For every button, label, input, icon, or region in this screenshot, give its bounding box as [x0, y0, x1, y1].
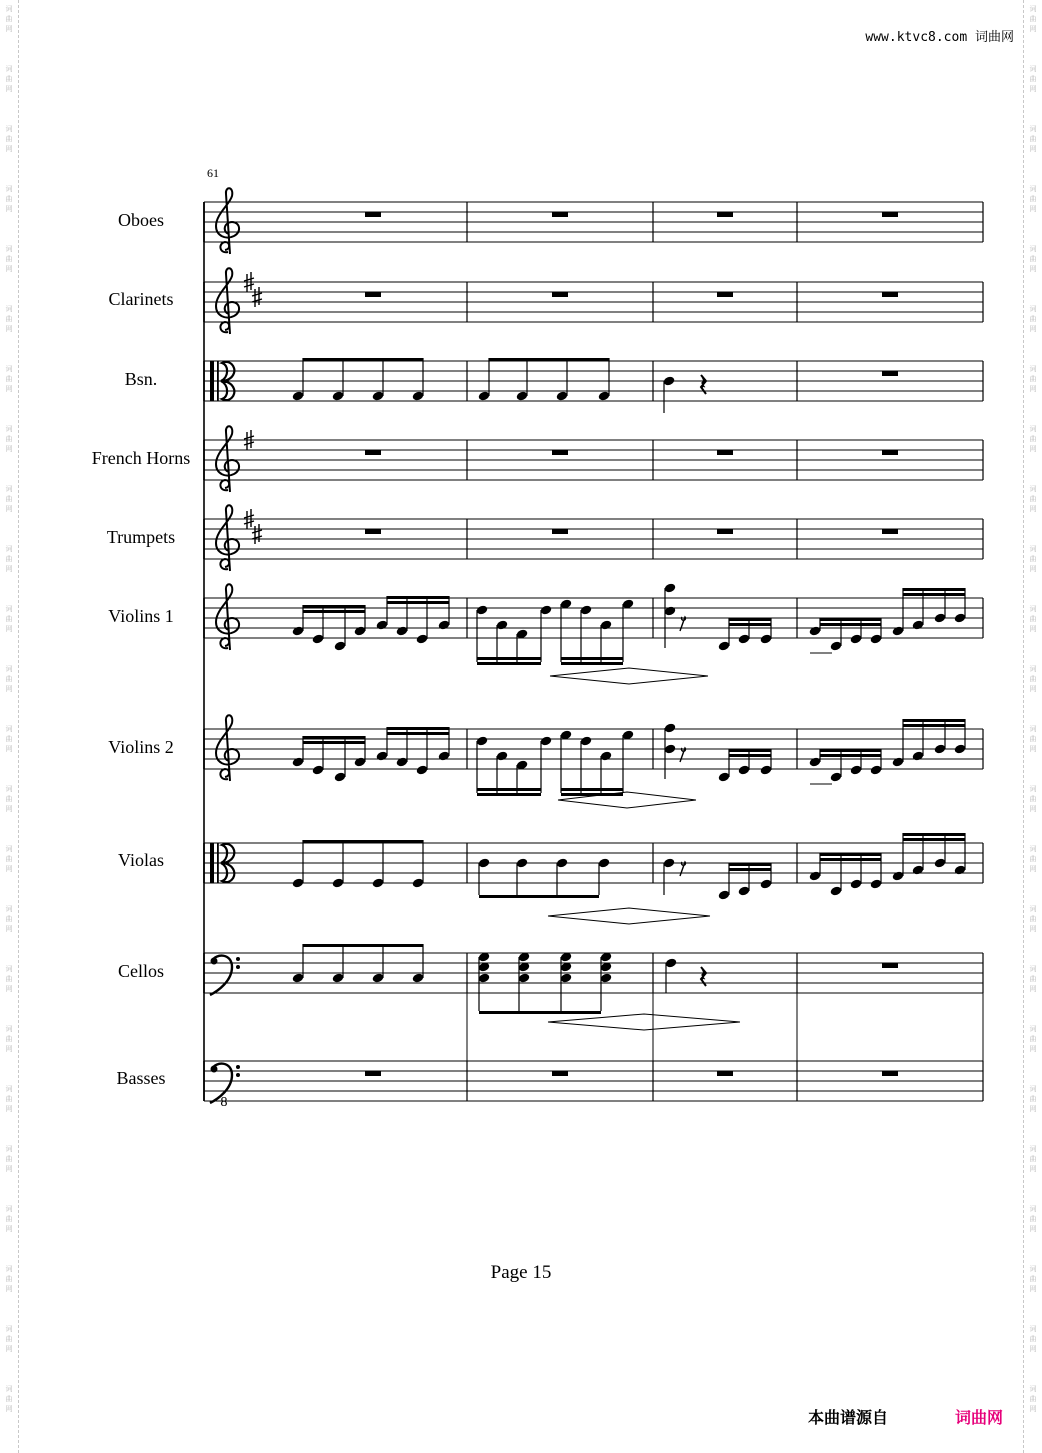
sharp-icon — [252, 524, 262, 544]
watermark-glyph-group: 词 曲 网 — [5, 1145, 13, 1173]
note-beam — [387, 727, 449, 730]
watermark-glyph-group: 词 曲 网 — [1029, 1205, 1037, 1233]
note-beam — [303, 741, 365, 744]
note-beam — [477, 657, 541, 660]
note-beam — [729, 868, 771, 871]
bassoon-staff — [204, 361, 983, 401]
note-beam — [729, 623, 771, 626]
note-beam — [820, 618, 881, 621]
clarinets-staff — [204, 268, 983, 334]
violins-1-hairpin-upper — [550, 668, 708, 676]
note-beam — [729, 618, 771, 621]
note-beam — [903, 833, 965, 836]
treble-clef-icon — [216, 715, 239, 781]
instrument-name-cellos: Cellos — [117, 961, 164, 981]
watermark-glyph-group: 词 曲 网 — [1029, 1325, 1037, 1353]
watermark-glyph-group: 词 曲 网 — [1029, 1265, 1037, 1293]
treble-clef-icon — [216, 426, 239, 492]
note-beam — [479, 1011, 601, 1014]
note-beam — [903, 719, 965, 722]
note-beam — [387, 596, 449, 599]
watermark-glyph-group: 词 曲 网 — [1029, 485, 1037, 513]
source-label: 本曲谱源自 — [808, 1408, 889, 1427]
note-beam — [477, 793, 541, 796]
instrument-name-clarinets: Clarinets — [108, 289, 174, 309]
treble-clef-icon — [216, 188, 239, 254]
watermark-glyph-group: 词 曲 网 — [5, 1025, 13, 1053]
note-beam — [387, 732, 449, 735]
note-beam — [903, 724, 965, 727]
note-beam — [479, 895, 599, 898]
note-beam — [303, 610, 365, 613]
watermark-glyph-group: 词 曲 网 — [5, 785, 13, 813]
watermark-glyph-group: 词 曲 网 — [5, 245, 13, 273]
watermark-glyph-group: 词 曲 网 — [5, 65, 13, 93]
watermark-glyph-group: 词 曲 网 — [1029, 1085, 1037, 1113]
note-beam — [820, 754, 881, 757]
instrument-name-violins-1: Violins 1 — [108, 606, 174, 626]
note-beam — [303, 358, 423, 361]
watermark-glyph-group: 词 曲 网 — [5, 5, 13, 33]
cellos-hairpin-lower — [548, 1022, 740, 1030]
watermark-glyph-group: 词 曲 网 — [1029, 305, 1037, 333]
alto-clef-bar — [217, 361, 219, 401]
watermark-glyph-group: 词 曲 网 — [1029, 245, 1037, 273]
sharp-icon — [252, 287, 262, 307]
cellos-hairpin-upper — [548, 1014, 740, 1022]
whole-rest — [717, 450, 733, 455]
site-url[interactable]: www.ktvc8.com — [865, 30, 968, 45]
note-beam — [729, 754, 771, 757]
note-beam — [303, 840, 423, 843]
whole-rest — [365, 292, 381, 297]
trumpets-staff — [204, 505, 983, 571]
watermark-glyph-group: 词 曲 网 — [1029, 125, 1037, 153]
watermark-glyph-group: 词 曲 网 — [5, 1265, 13, 1293]
page-number: Page 15 — [490, 1262, 552, 1283]
whole-rest — [882, 450, 898, 455]
quarter-rest: 𝄽 — [699, 965, 707, 990]
note-beam — [903, 588, 965, 591]
watermark-glyph-group: 词 曲 网 — [5, 1325, 13, 1353]
watermark-glyph-group: 词 曲 网 — [5, 1385, 13, 1413]
watermark-glyph-group: 词 曲 网 — [5, 125, 13, 153]
whole-rest — [882, 292, 898, 297]
whole-rest — [365, 1071, 381, 1076]
french-horns-staff — [204, 426, 983, 492]
alto-clef-icon — [210, 361, 214, 401]
whole-rest — [882, 212, 898, 217]
instrument-name-french-horns: French Horns — [91, 448, 191, 468]
note-beam — [477, 788, 541, 791]
watermark-glyph-group: 词 曲 网 — [1029, 965, 1037, 993]
note-beam — [303, 605, 365, 608]
note-beam — [903, 838, 965, 841]
instrument-name-bassoon: Bsn. — [124, 369, 158, 389]
watermark-glyph-group: 词 曲 网 — [1029, 5, 1037, 33]
eighth-rest — [680, 862, 686, 876]
whole-rest — [552, 212, 568, 217]
note-beam — [561, 662, 623, 665]
whole-rest — [552, 450, 568, 455]
note-beam — [729, 749, 771, 752]
watermark-glyph-group: 词 曲 网 — [5, 485, 13, 513]
violas-hairpin-upper — [548, 908, 710, 916]
watermark-glyph-group: 词 曲 网 — [1029, 65, 1037, 93]
watermark-glyph-group: 词 曲 网 — [1029, 905, 1037, 933]
watermark-glyph-group: 词 曲 网 — [1029, 785, 1037, 813]
treble-clef-icon — [216, 268, 239, 334]
watermark-glyph-group: 词 曲 网 — [1029, 425, 1037, 453]
note-beam — [561, 788, 623, 791]
octave-eight-mark: 8 — [220, 1095, 228, 1109]
bass-clef-dot — [236, 1065, 240, 1069]
watermark-glyph-group: 词 曲 网 — [5, 1085, 13, 1113]
note-beam — [820, 623, 881, 626]
bass-clef-dot — [211, 958, 218, 965]
whole-rest — [552, 1071, 568, 1076]
alto-clef-bar — [217, 843, 219, 883]
watermark-glyph-group: 词 曲 网 — [1029, 365, 1037, 393]
watermark-glyph-group: 词 曲 网 — [1029, 605, 1037, 633]
violins-1-hairpin-lower — [550, 676, 708, 684]
treble-clef-icon — [216, 584, 239, 650]
eighth-rest — [680, 617, 686, 631]
bass-clef-dot — [211, 1066, 218, 1073]
whole-rest — [882, 963, 898, 968]
measure-number: 61 — [207, 166, 219, 180]
bass-clef-dot — [236, 1073, 240, 1077]
source-site-link[interactable]: 词曲网 — [955, 1408, 1004, 1427]
watermark-glyph-group: 词 曲 网 — [1029, 845, 1037, 873]
watermark-glyph-group: 词 曲 网 — [1029, 1145, 1037, 1173]
instrument-name-trumpets: Trumpets — [106, 527, 176, 547]
alto-clef-icon — [210, 843, 214, 883]
whole-rest — [882, 371, 898, 376]
note-beam — [561, 657, 623, 660]
whole-rest — [552, 529, 568, 534]
oboes-staff — [204, 188, 983, 254]
violas-staff — [204, 843, 983, 883]
violas-hairpin-lower — [548, 916, 710, 924]
note-beam — [387, 601, 449, 604]
note-beam — [903, 593, 965, 596]
note-beam — [303, 944, 423, 947]
whole-rest — [717, 1071, 733, 1076]
cellos-staff — [204, 953, 983, 995]
violins-2-hairpin-lower — [558, 800, 696, 808]
site-name[interactable]: 词曲网 — [974, 30, 1014, 45]
watermark-glyph-group: 词 曲 网 — [5, 605, 13, 633]
watermark-glyph-group: 词 曲 网 — [1029, 1025, 1037, 1053]
note-beam — [820, 858, 881, 861]
whole-rest — [882, 1071, 898, 1076]
watermark-glyph-group: 词 曲 网 — [5, 845, 13, 873]
note-beam — [729, 863, 771, 866]
bass-clef-dot — [236, 957, 240, 961]
instrument-name-oboes: Oboes — [118, 210, 164, 230]
note-beam — [820, 749, 881, 752]
whole-rest — [365, 450, 381, 455]
watermark-glyph-group: 词 曲 网 — [5, 905, 13, 933]
instrument-name-basses: Basses — [116, 1068, 166, 1088]
watermark-glyph-group: 词 曲 网 — [5, 305, 13, 333]
quarter-rest: 𝄽 — [699, 373, 707, 398]
whole-rest — [552, 292, 568, 297]
note-beam — [820, 853, 881, 856]
whole-rest — [365, 529, 381, 534]
bass-clef-dot — [236, 965, 240, 969]
watermark-glyph-group: 词 曲 网 — [1029, 1385, 1037, 1413]
watermark-glyph-group: 词 曲 网 — [5, 665, 13, 693]
watermark-glyph-group: 词 曲 网 — [1029, 725, 1037, 753]
instrument-name-violas: Violas — [118, 850, 164, 870]
watermark-glyph-group: 词 曲 网 — [5, 725, 13, 753]
note-beam — [489, 358, 609, 361]
note-beam — [303, 736, 365, 739]
whole-rest — [882, 529, 898, 534]
watermark-glyph-group: 词 曲 网 — [5, 965, 13, 993]
watermark-glyph-group: 词 曲 网 — [5, 185, 13, 213]
whole-rest — [717, 212, 733, 217]
instrument-name-violins-2: Violins 2 — [108, 737, 174, 757]
basses-staff — [204, 1061, 983, 1103]
watermark-glyph-group: 词 曲 网 — [5, 365, 13, 393]
watermark-glyph-group: 词 曲 网 — [5, 1205, 13, 1233]
whole-rest — [717, 292, 733, 297]
eighth-rest — [680, 748, 686, 762]
whole-rest — [717, 529, 733, 534]
watermark-glyph-group: 词 曲 网 — [1029, 545, 1037, 573]
note-beam — [477, 662, 541, 665]
watermark-glyph-group: 词 曲 网 — [1029, 665, 1037, 693]
watermark-glyph-group: 词 曲 网 — [1029, 185, 1037, 213]
whole-rest — [365, 212, 381, 217]
watermark-glyph-group: 词 曲 网 — [5, 545, 13, 573]
treble-clef-icon — [216, 505, 239, 571]
watermark-glyph-group: 词 曲 网 — [5, 425, 13, 453]
